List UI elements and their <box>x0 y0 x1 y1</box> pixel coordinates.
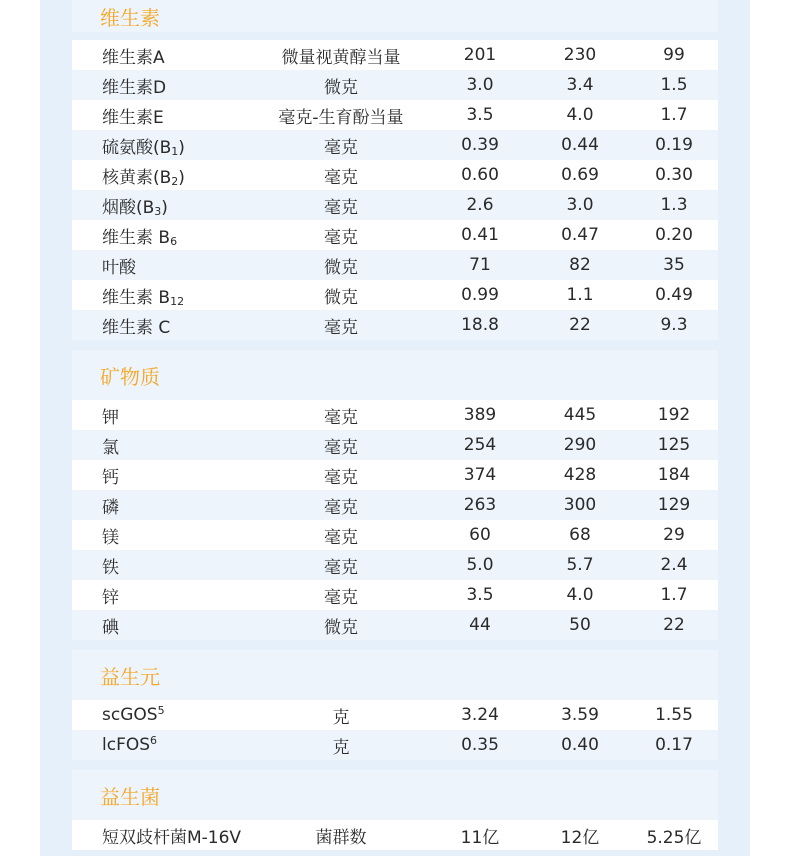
value-col2: 300 <box>563 495 597 515</box>
table-row <box>72 400 718 430</box>
table-row <box>72 160 718 190</box>
value-col1: 11亿 <box>460 827 500 848</box>
nutrient-unit: 微量视黄醇当量 <box>281 47 401 68</box>
value-col3: 0.30 <box>655 165 693 185</box>
nutrient-unit: 毫克 <box>324 557 358 578</box>
value-col3: 22 <box>663 615 685 635</box>
value-col1: 201 <box>463 45 497 65</box>
value-col2: 3.0 <box>566 195 594 215</box>
nutrient-unit: 毫克 <box>324 137 358 158</box>
value-col1: 5.0 <box>466 555 494 575</box>
nutrient-name: scGOS$^5$ <box>102 704 165 725</box>
table-row <box>72 250 718 280</box>
value-col3: 9.3 <box>660 315 688 335</box>
value-col3: 0.49 <box>655 285 693 305</box>
value-col2: 445 <box>563 405 597 425</box>
nutrient-unit: 毫克 <box>324 227 358 248</box>
value-col3: 1.5 <box>660 75 688 95</box>
value-col3: 192 <box>657 405 691 425</box>
table-row <box>72 130 718 160</box>
nutrient-unit: 微克 <box>324 257 358 278</box>
nutrient-name: 镁 <box>102 527 119 548</box>
table-row <box>72 220 718 250</box>
value-col1: 254 <box>463 435 497 455</box>
value-col3: 35 <box>663 255 685 275</box>
value-col3: 1.3 <box>660 195 688 215</box>
value-col3: 1.7 <box>660 585 688 605</box>
nutrient-name: 烟酸$(B_3)$ <box>102 197 168 218</box>
nutrient-unit: 毫克 <box>324 497 358 518</box>
value-col1: 71 <box>469 255 491 275</box>
value-col3: 125 <box>657 435 691 455</box>
section-header-minerals <box>72 350 718 400</box>
value-col2: 5.7 <box>566 555 594 575</box>
nutrient-unit: 克 <box>332 737 350 758</box>
value-col2: 0.47 <box>561 225 599 245</box>
value-col1: 0.35 <box>461 735 499 755</box>
nutrient-unit: 菌群数 <box>315 827 367 848</box>
table-row <box>72 730 718 760</box>
table-row <box>72 430 718 460</box>
table-row <box>72 190 718 220</box>
value-col2: 22 <box>569 315 591 335</box>
value-col3: 0.20 <box>655 225 693 245</box>
value-col1: 3.5 <box>466 105 494 125</box>
value-col2: 0.44 <box>561 135 599 155</box>
nutrient-unit: 毫克 <box>324 587 358 608</box>
nutrient-name: 叶酸 <box>102 257 136 278</box>
value-col2: 1.1 <box>566 285 594 305</box>
value-col2: 290 <box>563 435 597 455</box>
value-col2: 3.59 <box>561 705 599 725</box>
nutrient-unit: 微克 <box>324 617 358 638</box>
nutrient-name: 维生素D <box>102 77 167 98</box>
section-title-prebiotics: 益生元 <box>100 664 160 689</box>
nutrient-name: 锌 <box>102 587 119 608</box>
nutrient-unit: 毫克 <box>324 437 358 458</box>
table-row <box>72 490 718 520</box>
section-title-probiotics: 益生菌 <box>100 784 160 809</box>
value-col1: 374 <box>463 465 497 485</box>
value-col1: 0.39 <box>461 135 499 155</box>
nutrient-name: 维生素 $B_6$ <box>102 227 178 248</box>
table-row <box>72 610 718 640</box>
value-col3: 1.7 <box>660 105 688 125</box>
nutrient-unit: 毫克 <box>324 407 358 428</box>
table-row <box>72 70 718 100</box>
nutrient-name: 铁 <box>102 557 119 578</box>
value-col3: 99 <box>663 45 685 65</box>
table-row <box>72 460 718 490</box>
section-title-minerals: 矿物质 <box>100 364 160 389</box>
section-header-probiotics <box>72 770 718 820</box>
table-row <box>72 580 718 610</box>
value-col1: 2.6 <box>466 195 494 215</box>
nutrient-name: 氯 <box>102 437 119 458</box>
value-col1: 263 <box>463 495 497 515</box>
nutrient-name: 碘 <box>102 617 119 638</box>
nutrient-name: lcFOS$^6$ <box>102 734 158 755</box>
section-title-vitamins: 维生素 <box>100 5 160 30</box>
nutrient-unit: 毫克 <box>324 527 358 548</box>
nutrient-name: 钾 <box>102 407 119 428</box>
value-col2: 4.0 <box>566 105 594 125</box>
value-col3: 129 <box>657 495 691 515</box>
nutrient-unit: 毫克-生育酚当量 <box>278 107 404 128</box>
value-col1: 60 <box>469 525 491 545</box>
value-col3: 184 <box>657 465 691 485</box>
nutrient-name: 核黄素$(B_2)$ <box>102 167 185 188</box>
value-col2: 230 <box>563 45 597 65</box>
nutrient-name: 钙 <box>102 467 119 488</box>
nutrient-name: 维生素 $B_{12}$ <box>102 287 185 308</box>
nutrient-unit: 毫克 <box>324 167 358 188</box>
table-row <box>72 310 718 340</box>
value-col1: 0.60 <box>461 165 499 185</box>
value-col2: 0.69 <box>561 165 599 185</box>
value-col2: 0.40 <box>561 735 599 755</box>
section-header-prebiotics <box>72 650 718 700</box>
nutrient-unit: 微克 <box>324 287 358 308</box>
nutrient-unit: 毫克 <box>324 467 358 488</box>
value-col1: 0.99 <box>461 285 499 305</box>
value-col1: 0.41 <box>461 225 499 245</box>
value-col1: 44 <box>469 615 491 635</box>
value-col1: 3.24 <box>461 705 499 725</box>
value-col1: 3.0 <box>466 75 494 95</box>
value-col3: 0.19 <box>655 135 693 155</box>
value-col2: 428 <box>563 465 597 485</box>
nutrient-name: 维生素E <box>102 107 164 128</box>
value-col1: 3.5 <box>466 585 494 605</box>
value-col2: 4.0 <box>566 585 594 605</box>
nutrient-unit: 克 <box>332 707 350 728</box>
nutrient-name: 短双歧杆菌M-16V <box>102 827 242 848</box>
table-row <box>72 100 718 130</box>
table-row <box>72 280 718 310</box>
table-row <box>72 40 718 70</box>
value-col1: 18.8 <box>461 315 499 335</box>
value-col2: 68 <box>569 525 591 545</box>
nutrient-name: 维生素A <box>102 47 165 68</box>
table-row <box>72 520 718 550</box>
value-col3: 2.4 <box>660 555 688 575</box>
value-col2: 3.4 <box>566 75 594 95</box>
section-header-vitamins <box>72 0 718 32</box>
value-col1: 389 <box>463 405 497 425</box>
value-col3: 0.17 <box>655 735 693 755</box>
value-col3: 5.25亿 <box>646 827 702 848</box>
table-row <box>72 700 718 730</box>
nutrient-unit: 毫克 <box>324 197 358 218</box>
table-row <box>72 820 718 850</box>
nutrient-unit: 微克 <box>324 77 358 98</box>
nutrient-name: 硫氨酸$(B_1)$ <box>102 137 185 158</box>
value-col3: 1.55 <box>655 705 693 725</box>
value-col2: 12亿 <box>560 827 600 848</box>
value-col2: 50 <box>569 615 591 635</box>
nutrient-name: 维生素 C <box>102 317 171 338</box>
value-col2: 82 <box>569 255 591 275</box>
value-col3: 29 <box>663 525 685 545</box>
nutrient-name: 磷 <box>102 497 119 518</box>
table-row <box>72 550 718 580</box>
nutrient-unit: 毫克 <box>324 317 358 338</box>
